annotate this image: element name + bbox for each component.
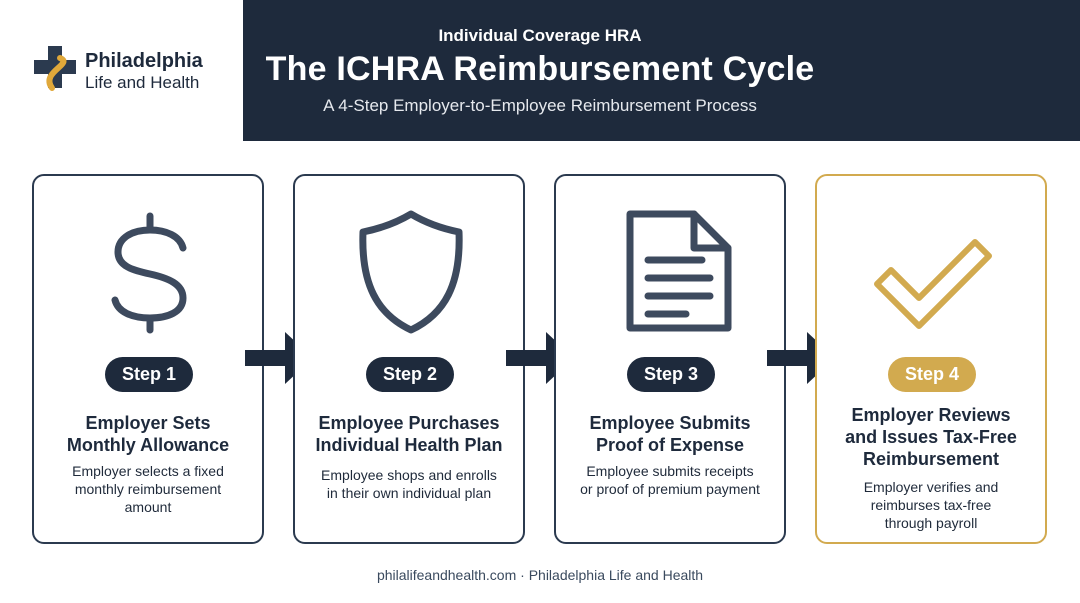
page-subtitle: A 4-Step Employer-to-Employee Reimbursement Process	[323, 96, 757, 115]
company-logo	[30, 44, 230, 98]
step-title-line: Employee Purchases	[318, 413, 500, 433]
step-title-3	[566, 412, 774, 456]
step-title-4	[827, 404, 1035, 470]
logo-name-line2: Life and Health	[85, 73, 200, 92]
step-desc-line: reimburses tax-free	[870, 497, 992, 513]
step-desc-line: Employee submits receipts	[586, 463, 754, 479]
header-kicker: Individual Coverage HRA	[438, 26, 642, 45]
page-title: The ICHRA Reimbursement Cycle	[265, 50, 815, 88]
step-badge-4: Step 4	[888, 357, 976, 392]
step-title-line: and Issues Tax-Free	[845, 427, 1017, 447]
shield-icon	[341, 204, 481, 344]
step-title-2	[305, 412, 513, 456]
step-title-line: Employer Sets	[85, 413, 211, 433]
step-badge-2: Step 2	[366, 357, 454, 392]
step-desc-line: monthly reimbursement	[74, 481, 222, 497]
step-desc-4	[833, 478, 1029, 532]
logo-name-line1: Philadelphia	[85, 50, 203, 72]
medical-cross-logo-icon	[30, 44, 80, 96]
step-badge-3: Step 3	[627, 357, 715, 392]
footer-text: philalifeandhealth.com · Philadelphia Life and Health	[376, 567, 704, 583]
step-card-3	[554, 174, 786, 544]
step-title-line: Employer Reviews	[851, 405, 1011, 425]
step-card-1	[32, 174, 264, 544]
document-icon	[602, 204, 742, 344]
step-desc-line: or proof of premium payment	[580, 481, 760, 497]
step-title-line: Proof of Expense	[595, 435, 745, 455]
step-desc-line: in their own individual plan	[326, 485, 492, 501]
step-desc-1	[50, 462, 246, 516]
step-desc-line: Employer selects a fixed	[72, 463, 224, 479]
step-title-line: Monthly Allowance	[66, 435, 230, 455]
step-desc-2	[311, 466, 507, 502]
checkmark-icon	[863, 204, 1003, 344]
step-desc-line: through payroll	[884, 515, 978, 531]
step-title-line: Reimbursement	[862, 449, 1000, 469]
step-card-2	[293, 174, 525, 544]
step-desc-line: Employee shops and enrolls	[321, 467, 497, 483]
step-title-1	[44, 412, 252, 456]
step-desc-3	[572, 462, 768, 498]
step-title-line: Employee Submits	[589, 413, 751, 433]
step-title-line: Individual Health Plan	[315, 435, 503, 455]
dollar-sign-icon	[80, 204, 220, 344]
step-badge-1: Step 1	[105, 357, 193, 392]
step-desc-line: amount	[124, 499, 172, 515]
step-desc-line: Employer verifies and	[863, 479, 999, 495]
step-card-4	[815, 174, 1047, 544]
